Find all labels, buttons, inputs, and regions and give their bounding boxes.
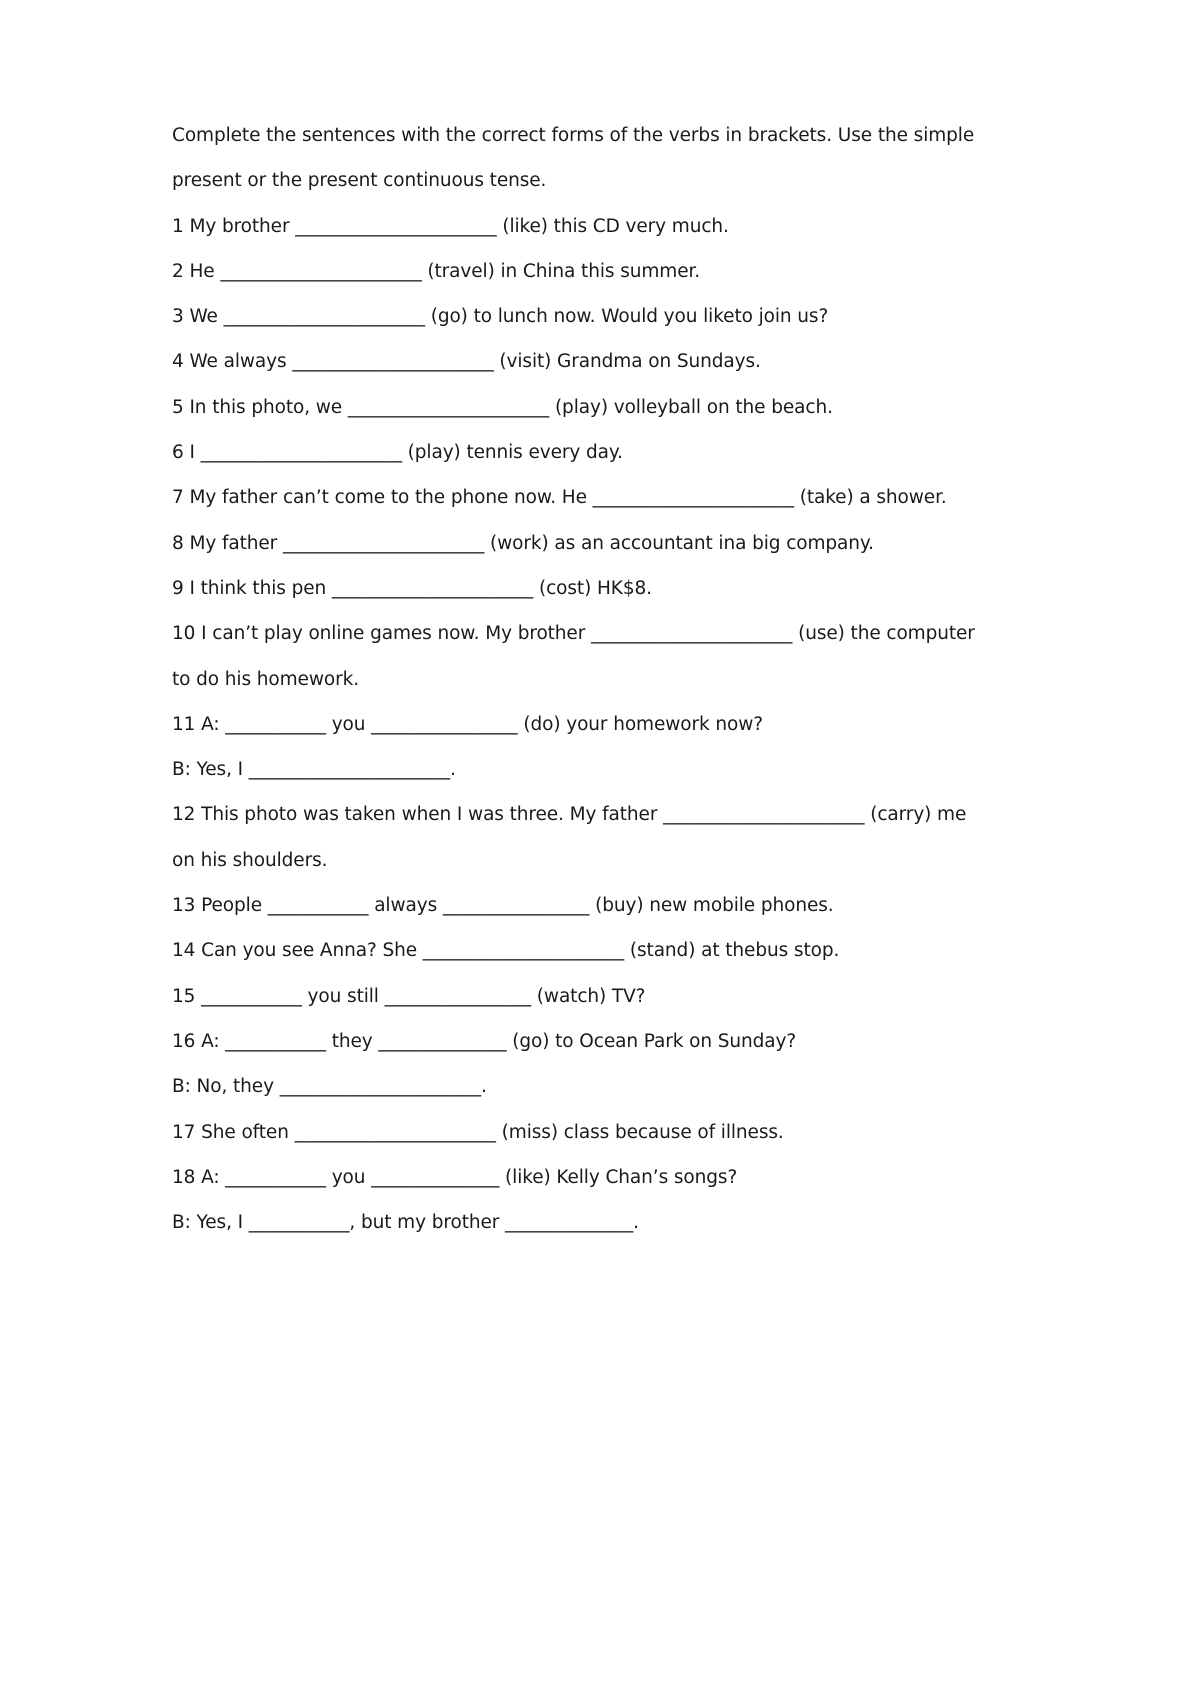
exercise-4: 4 We always ______________________ (visit) Grandma on Sundays.: [172, 351, 761, 373]
exercise-15: 15 ___________ you still ________________ (watch) TV?: [172, 985, 646, 1007]
instruction-line-1: Complete the sentences with the correct forms of the verbs in brackets. Use the simple: [172, 125, 975, 146]
exercise-3: 3 We ______________________ (go) to lunch now. Would you liketo join us?: [172, 306, 829, 328]
exercise-18-a: 18 A: ___________ you ______________ (like) Kelly Chan’s songs?: [172, 1166, 738, 1188]
exercise-16-a: 16 A: ___________ they ______________ (go) to Ocean Park on Sunday?: [172, 1030, 797, 1052]
exercise-14: 14 Can you see Anna? She ______________________ (stand) at thebus stop.: [172, 940, 840, 962]
instruction-line-2: present or the present continuous tense.: [172, 170, 547, 192]
exercise-10-continued: to do his homework.: [172, 668, 359, 690]
exercise-11-a: 11 A: ___________ you ________________ (do) your homework now?: [172, 713, 763, 735]
worksheet-content: [172, 113, 1072, 1245]
exercise-13: 13 People ___________ always ________________ (buy) new mobile phones.: [172, 895, 834, 917]
exercise-9: 9 I think this pen ______________________ (cost) HK$8.: [172, 577, 652, 599]
exercise-7: 7 My father can’t come to the phone now. He ______________________ (take) a shower.: [172, 487, 947, 509]
exercise-18-b: B: Yes, I ___________, but my brother ______________.: [172, 1212, 639, 1234]
exercise-12: 12 This photo was taken when I was three. My father ______________________ (carry) me: [172, 804, 967, 826]
exercise-1: 1 My brother ______________________ (like) this CD very much.: [172, 215, 729, 237]
exercise-12-continued: on his shoulders.: [172, 849, 328, 871]
exercise-16-b: B: No, they ______________________.: [172, 1076, 487, 1098]
exercise-8: 8 My father ______________________ (work) as an accountant ina big company.: [172, 532, 874, 554]
exercise-5: 5 In this photo, we ______________________ (play) volleyball on the beach.: [172, 396, 833, 418]
exercise-6: 6 I ______________________ (play) tennis every day.: [172, 442, 623, 464]
exercise-11-b: B: Yes, I ______________________.: [172, 759, 456, 781]
exercise-17: 17 She often ______________________ (miss) class because of illness.: [172, 1121, 784, 1143]
exercise-10: 10 I can’t play online games now. My brother ______________________ (use) the computer: [172, 623, 975, 645]
exercise-2: 2 He ______________________ (travel) in China this summer.: [172, 260, 701, 282]
